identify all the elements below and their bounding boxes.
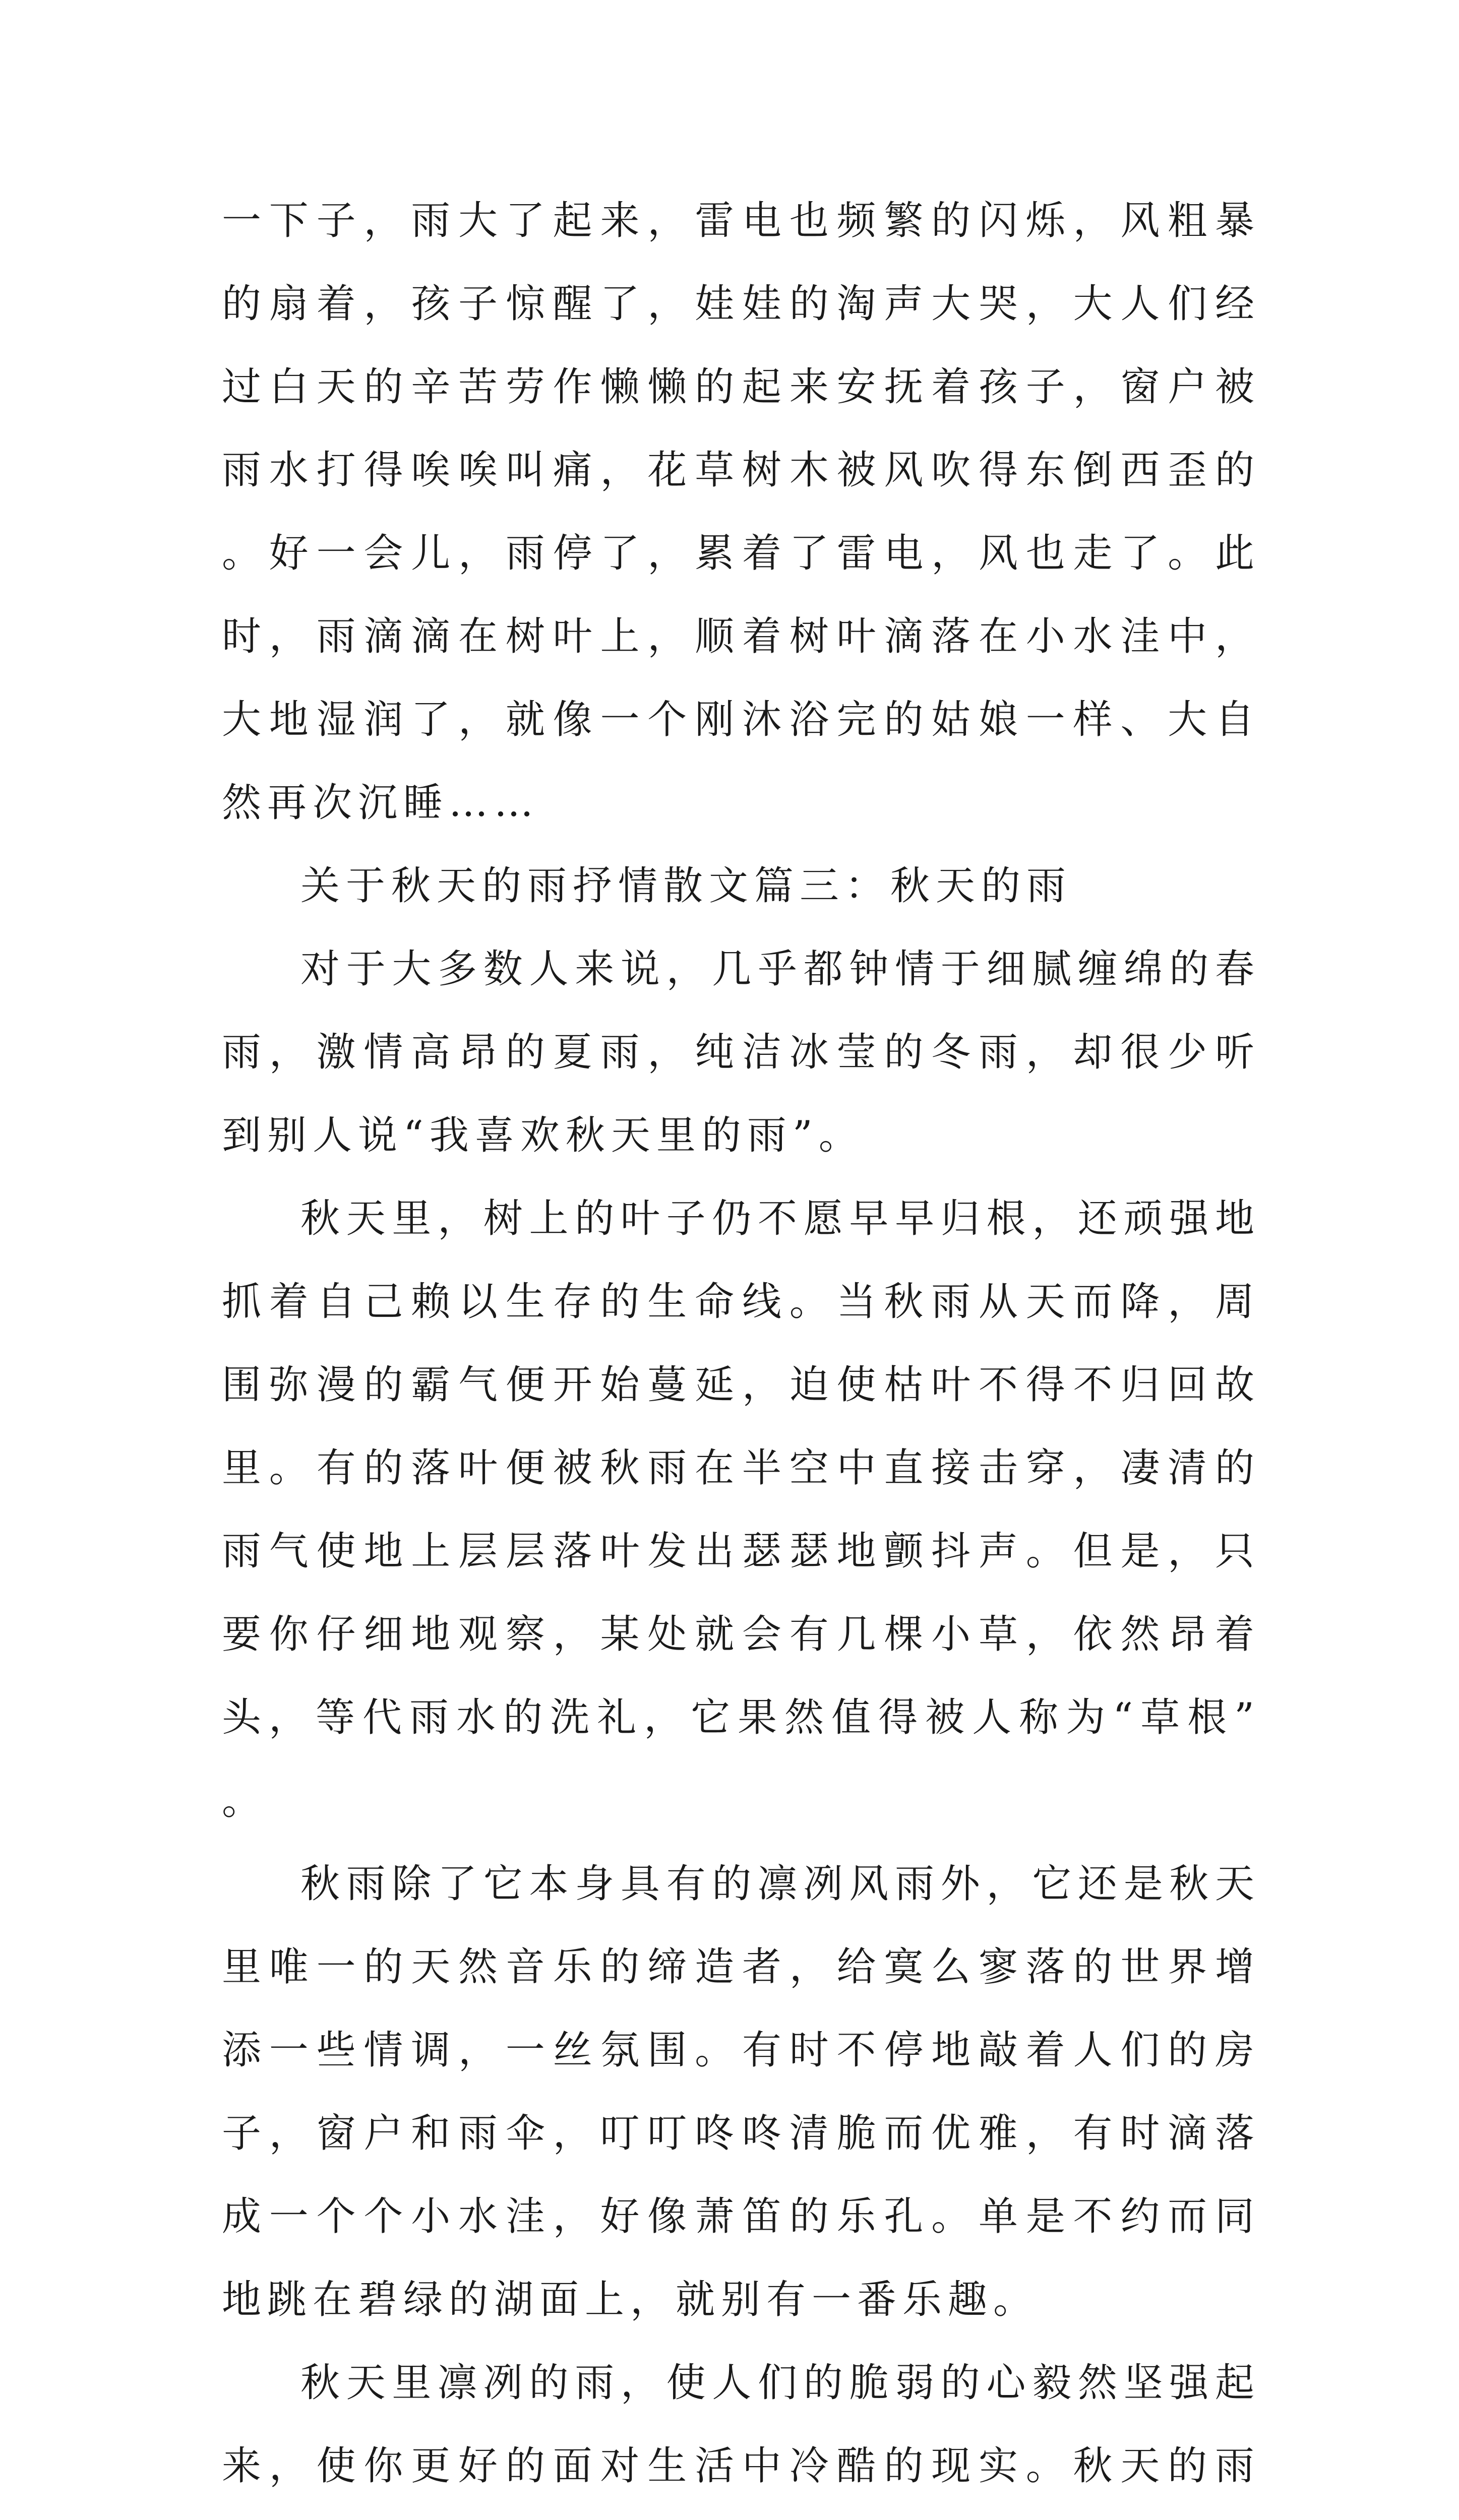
section-heading: 关于秋天的雨抒情散文篇三：秋天的雨 (300, 863, 1072, 909)
paragraph: 秋天里，树上的叶子仍不愿早早归根，还顽强地抓着自己赖以生存的生命线。当秋雨从天而降，周围弥漫的霸气便开始蔓延，迫使枯叶不得不归回故里。有的落叶便被秋雨在半空中直接击穿，凄清的雨气使地上层层落叶发出瑟瑟地颤抖声。但是，只要你仔细地观察，某处就会有几棵小草，依然昂着头，等代雨水的洗礼，它果然值得被人称为“草根”。 (222, 1196, 1260, 1823)
paragraph: 对于大多数人来说，几乎都钟情于细腻缠绵的春雨，激情高昂的夏雨，纯洁冰莹的冬雨，却很少听到别人说“我喜欢秋天里的雨”。 (222, 947, 1260, 1158)
paragraph: 秋天里凛冽的雨，使人们的脆弱的心毅然坚强起来，使你更好的面对生活中冷酷的现实。秋天的雨 (222, 2360, 1260, 2489)
paragraph: 秋雨除了它本身具有的凛冽风雨外，它还是秋天里唯一的天然音乐的缔造者，给寞么寥落的世界增添一些情调，一丝氛围。有时不停地敲着人们的房子，窗户和雨伞，叮叮咚咚清脆而优雅，有时滴落成一个个小水洼，好像萧笛的乐孔。单是不约而同地跳在碧绿的湖面上，就别有一番乐趣。 (222, 1861, 1260, 2322)
body-text (222, 179, 1260, 2520)
paragraph-continuation: 一下子，雨大了起来，雷电也频繁的闪烁，风粗暴的扇着，孩子惊醒了，娃娃的淘声大哭，大人们经过白天的辛苦劳作懒懒的起来安抚着孩子，窗户被雨水打得唉唉叫痛，花草树木被风吹得东倒西歪的。好一会儿，雨停了，累着了雷电，风也走了。此时，雨滴滴在树叶上，顺着树叶滴落在小水洼中，大地湿润了，就像一个刚沐浴完的姑娘一样、大自然再次沉睡…… (222, 198, 1260, 826)
